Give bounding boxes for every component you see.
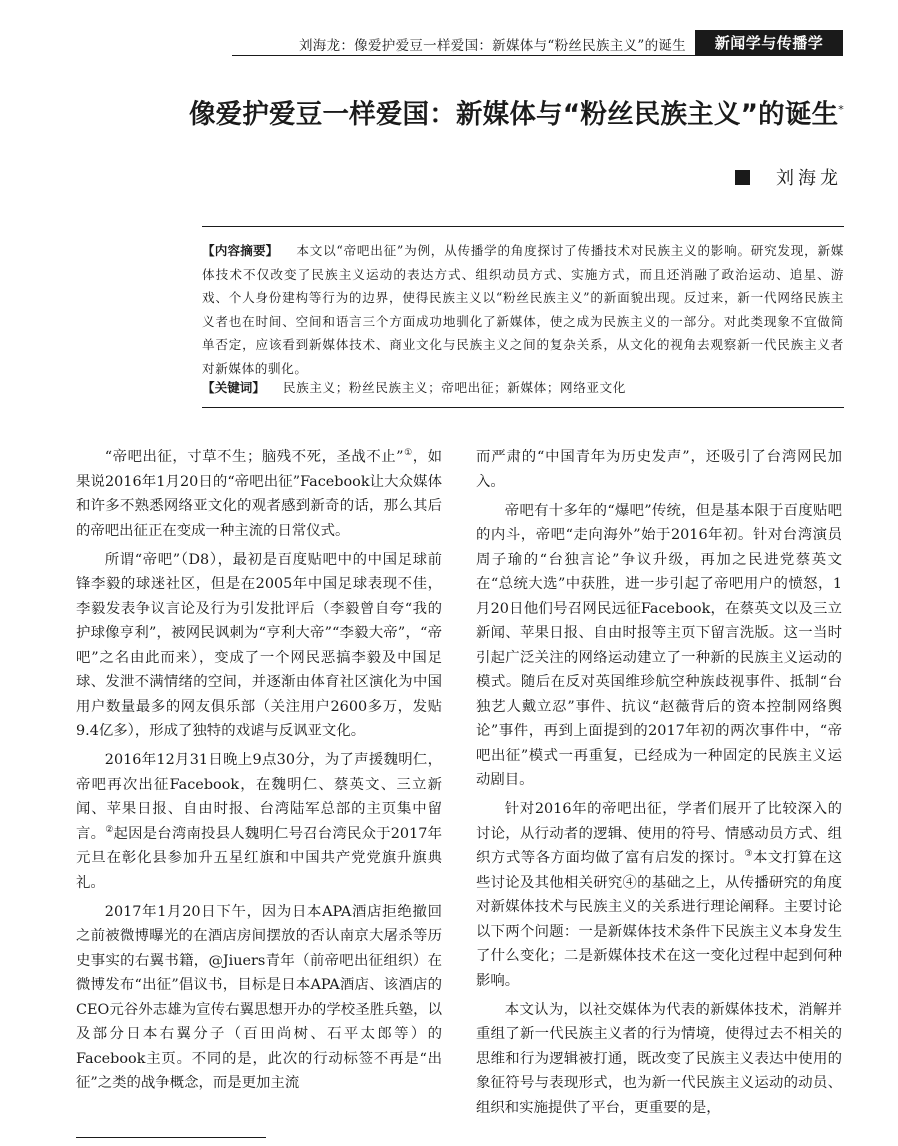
title-footnote-mark: * [838,103,844,117]
running-head [0,30,898,56]
black-square-icon [735,170,750,185]
paragraph: 本文认为，以社交媒体为代表的新媒体技术，消解并重组了新一代民族主义者的行为情境，使得过去不相关的思维和行为逻辑被打通，既改变了民族主义表达中使用的象征符号与表现形式，也为新一代民族主义运动的动员、组织和实施提供了平台，更重要的是， [476,1001,842,1116]
paragraph: 针对2016年的帝吧出征，学者们展开了比较深入的讨论，从行动者的逻辑、使用的符号、情感动员方式、组织方式等各方面均做了富有启发的探讨。③本文打算在这些讨论及其他相关研究④的基础之上，从传播研究的角度对新媒体技术与民族主义的关系进行理论阐释。主要讨论以下两个问题：一是新媒体技术条件下民族主义本身发生了什么变化；二是新媒体技术在这一变化过程中起到何种影响。 [476,801,842,989]
paragraph: “帝吧出征，寸草不生；脑残不死，圣战不止”①，如果说2016年1月20日的“帝吧出征”Facebook让大众媒体和许多不熟悉网络亚文化的观者感到新奇的话，那么其后的帝吧出征正在变成一种主流的日常仪式。 [76,448,442,539]
keywords-label: 【关键词】 [202,380,265,395]
abstract-label: 【内容摘要】 [202,243,279,258]
article-title [120,92,844,131]
body-column-left [76,445,442,1100]
abstract [202,239,844,380]
author-name: 刘海龙 [776,168,842,189]
running-title: 刘海龙：像爱护爱豆一样爱国：新媒体与“粉丝民族主义”的诞生 [298,38,686,54]
keywords-text: 民族主义；粉丝民族主义；帝吧出征；新媒体；网络亚文化 [282,380,627,395]
body-column-right [476,445,842,1125]
keywords [202,376,844,400]
paragraph: 2016年12月31日晚上9点30分，为了声援魏明仁，帝吧再次出征Facebook，在魏明仁、蔡英文、三立新闻、苹果日报、自由时报、台湾陆军总部的主页集中留言。②起因是台湾南投县人魏明仁号召台湾民众于2017年元旦在彰化县参加升五星红旗和中国共产党党旗升旗典礼。 [76,752,442,891]
paragraph: 2017年1月20日下午，因为日本APA酒店拒绝撤回之前被微博曝光的在酒店房间摆放的否认南京大屠杀等历史事实的右翼书籍，@Jiuers青年（前帝吧出征组织）在微博发布“出征”倡议书，目标是日本APA酒店、该酒店的CEO元谷外志雄为宣传右翼思想开办的学校圣胜兵塾，以及部分日本右翼分子（百田尚树、石平太郎等）的Facebook主页。不同的是，此次的行动标签不再是“出征”之类的战争概念，而是更加主流 [76,903,442,1091]
header-rule [232,55,695,56]
author-line [735,164,842,190]
paragraph: 而严肃的“中国青年为历史发声”，还吸引了台湾网民加入。 [476,449,842,490]
abstract-text: 本文以“帝吧出征”为例，从传播学的角度探讨了传播技术对民族主义的影响。研究发现，新媒体技术不仅改变了民族主义运动的表达方式、组织动员方式、实施方式，而且还消融了政治运动、追星、游戏、个人身份建构等行为的边界，使得民族主义以“粉丝民族主义”的新面貌出现。反过来，新一代网络民族主义者也在时间、空间和语言三个方面成功地驯化了新媒体，使之成为民族主义的一部分。对此类现象不宜做简单否定，应该看到新媒体技术、商业文化与民族主义之间的复杂关系，从文化的视角去观察新一代民族主义者对新媒体的驯化。 [202,243,844,376]
article-title-text: 像爱护爱豆一样爱国：新媒体与“粉丝民族主义”的诞生 [188,99,839,130]
footnote-rule [76,1137,266,1138]
section-label: 新闻学与传播学 [695,30,843,56]
paragraph: 帝吧有十多年的“爆吧”传统，但是基本限于百度贴吧的内斗，帝吧“走向海外”始于2016年初。针对台湾演员周子瑜的“台独言论”争议升级，再加之民进党蔡英文在“总统大选”中获胜，进一步引起了帝吧用户的愤怒，1月20日他们号召网民远征Facebook，在蔡英文以及三立新闻、苹果日报、自由时报等主页下留言洗版。这一当时引起广泛关注的网络运动建立了一种新的民族主义运动的模式。随后在反对英国维珍航空种族歧视事件、抵制“台独艺人戴立忍”事件、抗议“赵薇背后的资本控制网络舆论”事件，再到上面提到的2017年初的两次事件中，“帝吧出征”模式一再重复，已经成为一种固定的民族主义运动剧目。 [476,502,842,788]
paragraph: 所谓“帝吧”（D8），最初是百度贴吧中的中国足球前锋李毅的球迷社区，但是在2005年中国足球表现不佳，李毅发表争议言论及行为引发批评后（李毅曾自夸“我的护球像亨利”，被网民讽刺为“亨利大帝”“李毅大帝”，“帝吧”之名由此而来），变成了一个网民恶搞李毅及中国足球、发泄不满情绪的空间，并逐渐由体育社区演化为中国用户数量最多的网友俱乐部（关注用户2600多万，发贴9.4亿多），形成了独特的戏谑与反讽亚文化。 [76,551,442,739]
